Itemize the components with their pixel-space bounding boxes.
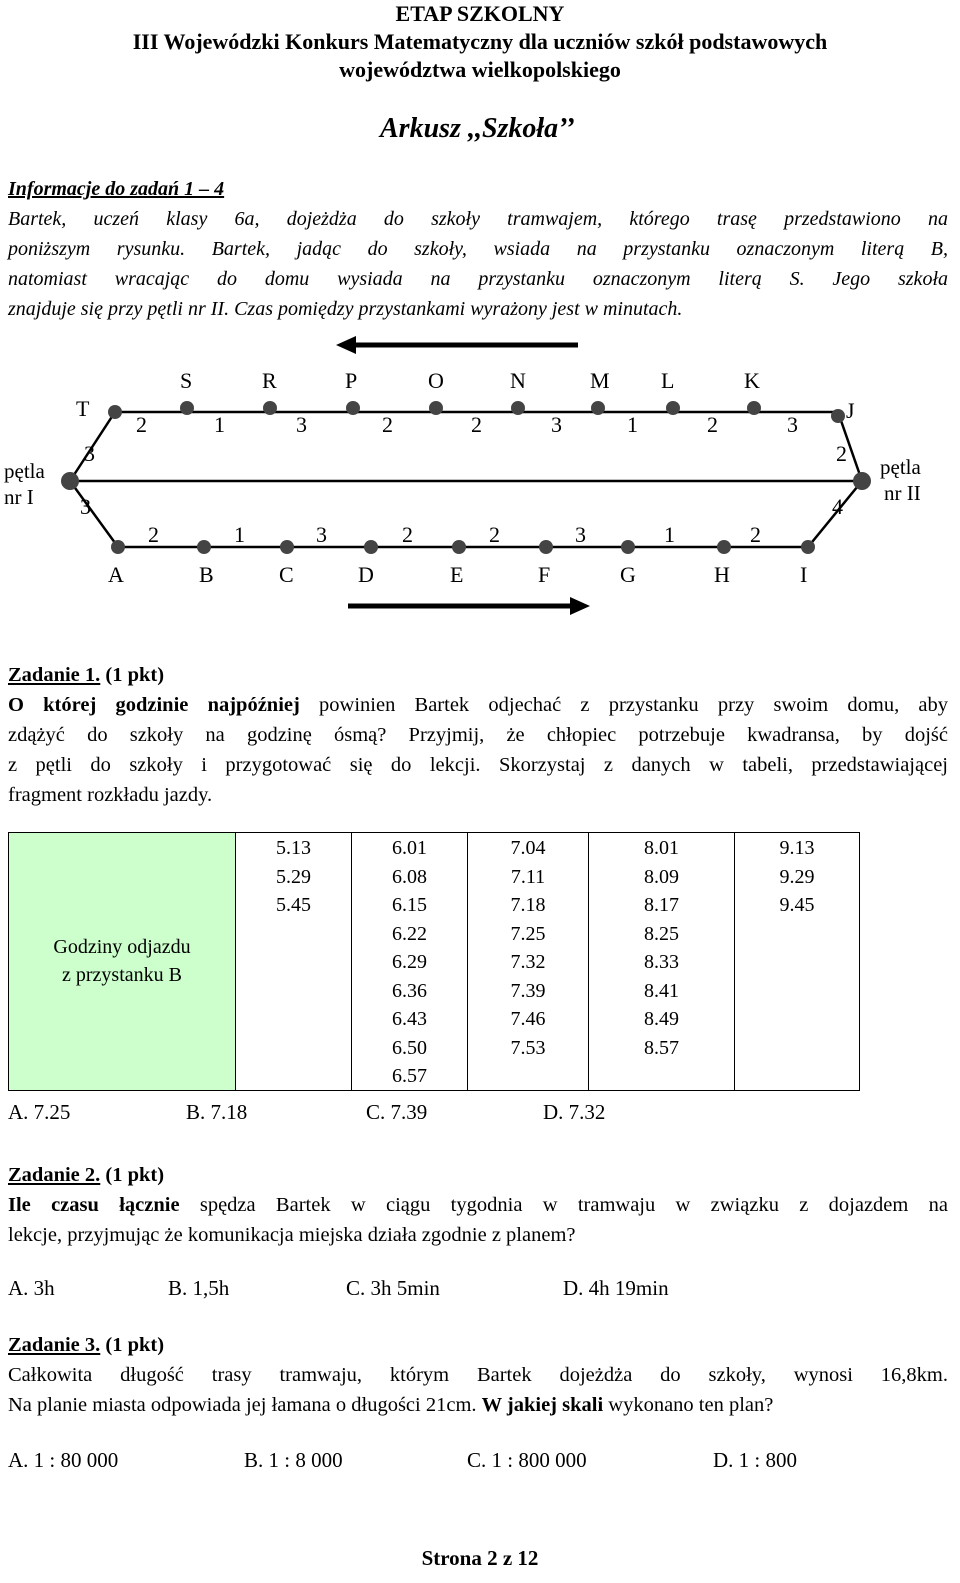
timetable [8, 832, 860, 1091]
answer-option-c[interactable]: C. 7.39 [366, 1100, 428, 1124]
task1-heading [8, 660, 948, 690]
time-label: 3 [296, 412, 307, 437]
answer-option-b[interactable]: B. 1,5h [168, 1276, 230, 1300]
info-title: Informacje do zadań 1 – 4 [8, 178, 225, 200]
answer-option-a[interactable]: A. 3h [8, 1276, 55, 1300]
loop-right-label: nr II [884, 481, 921, 505]
time-label: 3 [84, 441, 95, 466]
timetable-label-line: Godziny odjazdu [53, 936, 191, 959]
task1-line [8, 690, 948, 720]
loop-left-label: nr I [4, 485, 34, 509]
departure-time: 5.13 [276, 837, 311, 859]
task1-line: fragment rozkładu jazdy. [8, 784, 213, 806]
task1-section [8, 660, 948, 810]
time-label: 2 [489, 522, 500, 547]
loop-terminal [853, 472, 871, 490]
time-label: 3 [575, 522, 586, 547]
stop-label: N [510, 368, 526, 393]
departure-time: 7.11 [510, 865, 546, 888]
stop-label: K [744, 368, 760, 393]
departure-time: 6.29 [392, 951, 427, 973]
task-title: Zadanie 1. [8, 664, 101, 686]
answer-option-c[interactable]: C. 3h 5min [346, 1276, 440, 1300]
stop-label: L [661, 368, 675, 393]
answer-option-d[interactable]: D. 7.32 [543, 1100, 606, 1124]
timetable-column [352, 833, 468, 1091]
departure-time: 9.13 [779, 837, 815, 859]
tram-route-diagram [0, 330, 960, 620]
timetable-column [735, 833, 860, 1091]
timetable-column [589, 833, 735, 1091]
stop-label: S [180, 368, 193, 393]
departure-time: 6.57 [392, 1065, 427, 1087]
departure-time: 9.29 [779, 865, 815, 888]
answer-option-d[interactable]: D. 1 : 800 [713, 1448, 797, 1472]
departure-time: 8.49 [644, 1008, 679, 1030]
time-label: 3 [787, 412, 798, 437]
task3-line [8, 1390, 948, 1420]
time-label: 2 [148, 522, 159, 547]
task2-text: spędza Bartek w ciągu tygodnia w tramwaju w związku z dojazdem na [179, 1194, 948, 1216]
time-label: 2 [136, 412, 147, 437]
task3-bold: W jakiej skali [481, 1394, 604, 1416]
info-section [8, 174, 948, 324]
loop-right-label: pętla [880, 455, 921, 479]
arrow-left-icon [336, 336, 578, 354]
task1-line: z pętli do szkoły i przygotować się do lekcji. Skorzystaj z danych w tabeli, przedstawiającej [8, 754, 948, 776]
timetable-column [468, 833, 589, 1091]
answer-option-b[interactable]: B. 7.18 [186, 1100, 248, 1124]
departure-time: 8.01 [644, 837, 679, 859]
time-label: 1 [214, 412, 225, 437]
task2-heading [8, 1160, 948, 1190]
task2-bold-lead: Ile czasu łącznie [8, 1194, 180, 1216]
task3-text: Na planie miasta odpowiada jej łamana o długości 21cm. [8, 1394, 482, 1416]
timetable-label-line: z przystanku B [62, 964, 182, 987]
task1-line: zdążyć do szkoły na godzinę ósmą? Przyjmij, że chłopiec potrzebuje kwadransa, by dojść [8, 724, 948, 746]
task-title: Zadanie 3. [8, 1334, 101, 1356]
task-title: Zadanie 2. [8, 1164, 101, 1186]
time-label: 1 [664, 522, 675, 547]
departure-time: 8.33 [644, 951, 679, 973]
loop-left-label: pętla [4, 459, 45, 483]
departure-time: 6.43 [392, 1008, 427, 1030]
answer-option-b[interactable]: B. 1 : 8 000 [244, 1448, 343, 1472]
task3-heading [8, 1330, 948, 1360]
departure-time: 6.15 [392, 894, 427, 916]
task-points: (1 pkt) [100, 664, 165, 686]
page-number: Strona 2 z 12 [421, 1546, 539, 1570]
departure-time: 9.45 [779, 894, 815, 916]
time-label: 2 [707, 412, 718, 437]
stop-label: I [800, 562, 808, 587]
timetable-column [236, 833, 352, 1091]
departure-time: 8.41 [644, 979, 679, 1002]
contest-stage: ETAP SZKOLNY [395, 1, 565, 26]
time-label: 3 [316, 522, 327, 547]
info-line: poniższym rysunku. Bartek, jadąc do szkoły, wsiada na przystanku oznaczonym literą B, [8, 238, 948, 260]
arrow-right-icon [348, 597, 590, 615]
stop-label: A [108, 562, 124, 587]
stop-label: F [538, 562, 551, 587]
stop-label: T [76, 396, 90, 421]
stop-label: O [428, 368, 444, 393]
time-label: 2 [750, 522, 761, 547]
task2-section [8, 1160, 948, 1250]
stop-label: R [262, 368, 277, 393]
contest-title: III Wojewódzki Konkurs Matematyczny dla uczniów szkół podstawowych [132, 29, 828, 54]
time-label: 2 [836, 441, 847, 466]
departure-time: 6.22 [392, 922, 427, 945]
time-label: 3 [551, 412, 562, 437]
task1-bold-lead: O której godzinie najpóźniej [8, 694, 300, 716]
info-line: natomiast wracając do domu wysiada na przystanku oznaczonym literą S. Jego szkoła [8, 268, 948, 290]
answer-option-d[interactable]: D. 4h 19min [563, 1276, 669, 1300]
answer-option-a[interactable]: A. 1 : 80 000 [8, 1448, 119, 1472]
task2-line [8, 1190, 948, 1220]
task-points: (1 pkt) [100, 1164, 165, 1186]
stop-label: M [590, 368, 610, 393]
stop-label: P [345, 368, 358, 393]
departure-time: 8.57 [644, 1036, 679, 1059]
time-label: 2 [402, 522, 413, 547]
stop-label: B [199, 562, 214, 587]
departure-time: 7.18 [510, 894, 546, 916]
loop-terminal [61, 472, 79, 490]
departure-time: 7.53 [510, 1036, 546, 1059]
sheet-title: Arkusz ,,Szkoła’’ [380, 113, 575, 144]
task3-section [8, 1330, 948, 1420]
timetable-label [9, 833, 236, 1091]
stop-label: H [714, 562, 730, 587]
task1-text: powinien Bartek odjechać z przystanku przy swoim domu, aby [299, 694, 948, 716]
contest-region: województwa wielkopolskiego [339, 57, 621, 82]
task3-line: Całkowita długość trasy tramwaju, którym Bartek dojeżdża do szkoły, wynosi 16,8km. [8, 1364, 948, 1386]
departure-time: 8.25 [644, 922, 679, 945]
departure-time: 7.32 [510, 951, 546, 973]
stop-label: J [846, 398, 855, 423]
departure-time: 7.25 [510, 922, 546, 945]
time-label: 4 [832, 494, 843, 519]
stop-label: C [279, 562, 294, 587]
route-top [70, 412, 862, 481]
route-bottom [70, 481, 862, 547]
time-label: 1 [627, 412, 638, 437]
task-points: (1 pkt) [100, 1334, 165, 1356]
departure-time: 6.01 [392, 837, 427, 859]
departure-time: 8.09 [644, 865, 679, 888]
answer-option-c[interactable]: C. 1 : 800 000 [467, 1448, 587, 1472]
stop-label: G [620, 562, 636, 587]
time-label: 1 [234, 522, 245, 547]
departure-time: 8.17 [644, 894, 679, 916]
departure-time: 6.50 [392, 1036, 427, 1059]
departure-time: 6.08 [392, 865, 427, 888]
answer-option-a[interactable]: A. 7.25 [8, 1100, 71, 1124]
info-line: znajduje się przy pętli nr II. Czas pomiędzy przystankami wyrażony jest w minutach. [8, 298, 683, 320]
stop-label: D [358, 562, 374, 587]
departure-time: 5.45 [276, 894, 311, 916]
departure-time: 6.36 [392, 979, 427, 1002]
time-label: 2 [382, 412, 393, 437]
departure-time: 7.39 [510, 979, 546, 1002]
task3-text: wykonano ten plan? [603, 1394, 774, 1416]
time-label: 3 [80, 494, 91, 519]
info-line: Bartek, uczeń klasy 6a, dojeżdża do szkoły tramwajem, którego trasę przedstawiono na [8, 208, 948, 230]
stop-label: E [450, 562, 464, 587]
departure-time: 7.04 [510, 837, 546, 859]
time-label: 2 [471, 412, 482, 437]
task2-line: lekcje, przyjmując że komunikacja miejska działa zgodnie z planem? [8, 1224, 576, 1246]
departure-time: 5.29 [276, 865, 311, 888]
departure-time: 7.46 [510, 1008, 546, 1030]
